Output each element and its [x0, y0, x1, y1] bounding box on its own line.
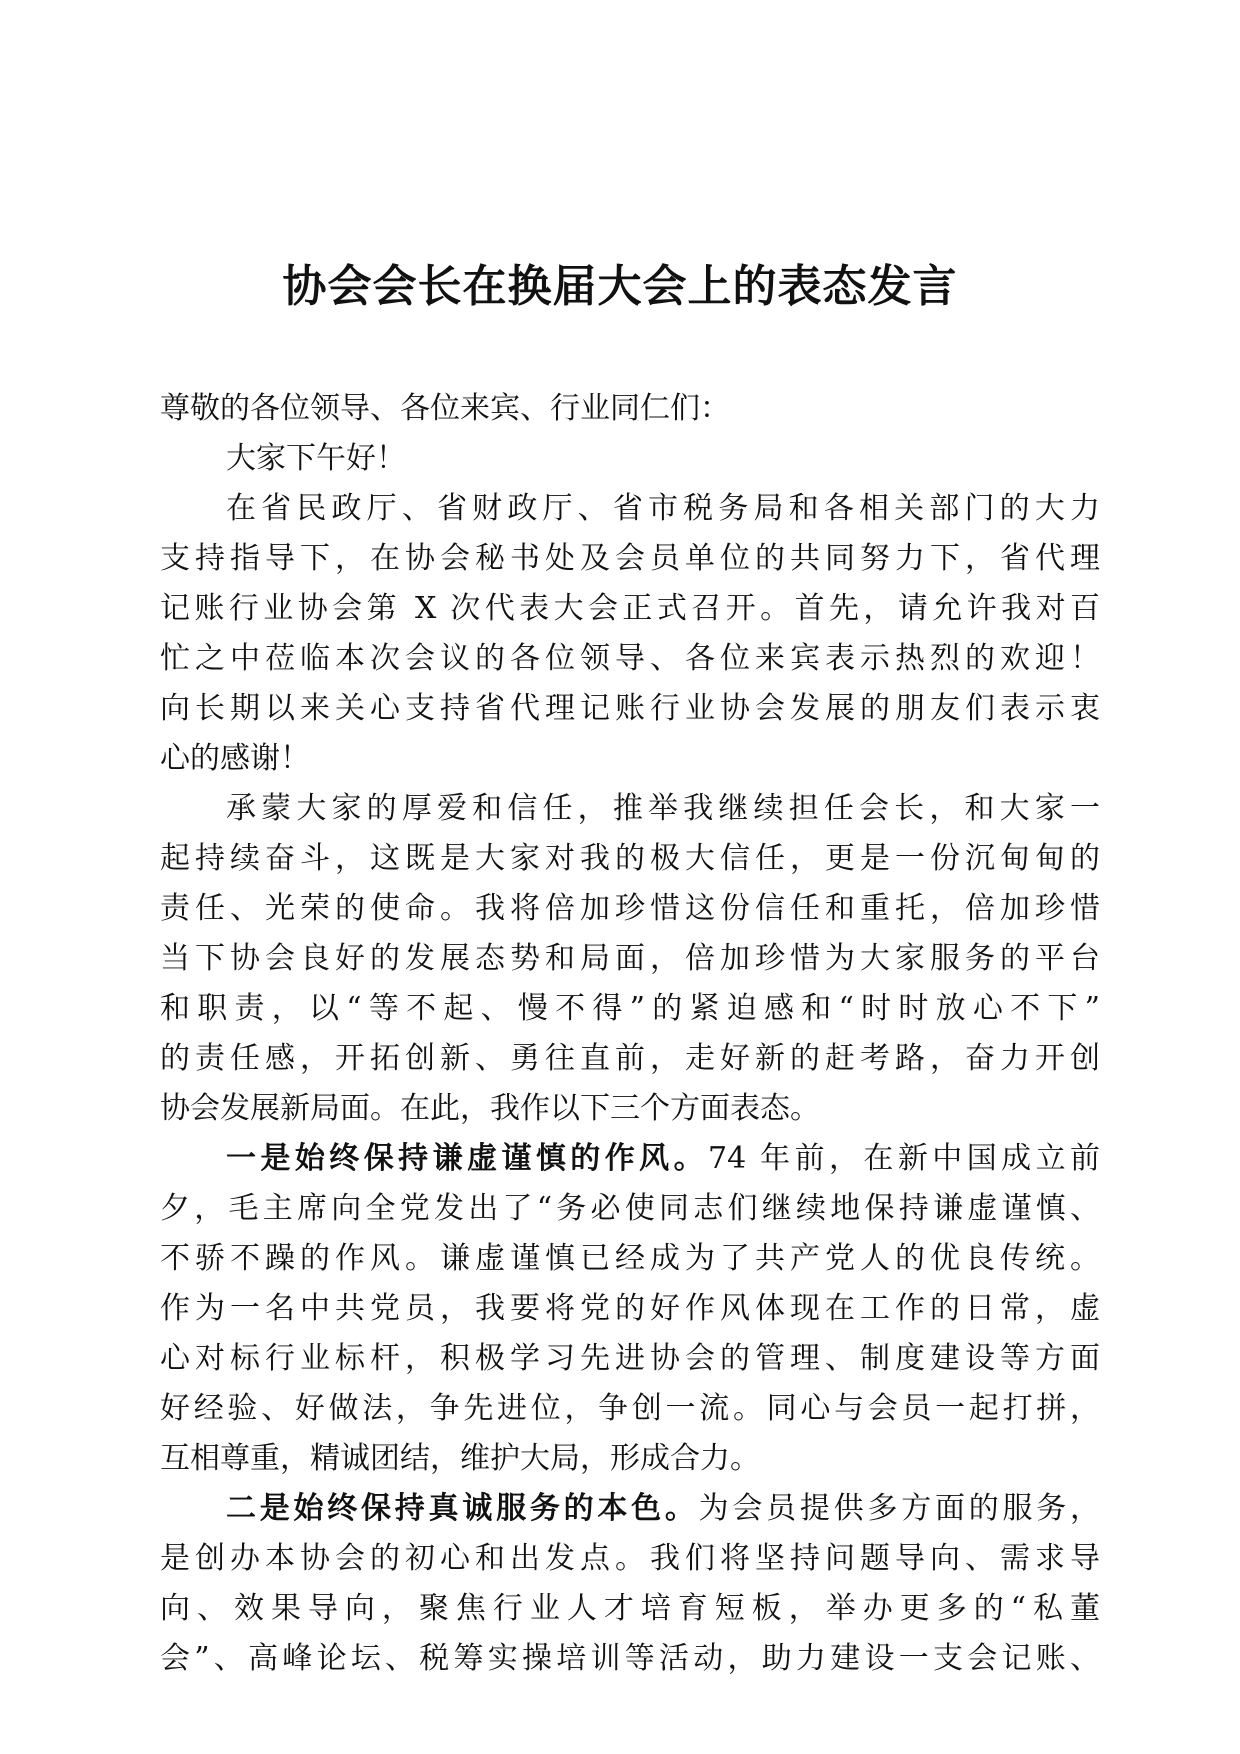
- paragraph-line-text: 74 年前，在新中国成立前: [708, 1141, 1100, 1176]
- paragraph-line: 心对标行业标杆，积极学习先进协会的管理、制度建设等方面: [160, 1341, 1100, 1376]
- paragraph-line-text: 为会员提供多方面的服务，: [698, 1491, 1101, 1526]
- greeting-line: 大家下午好！: [226, 441, 406, 476]
- section-heading-first: 一是始终保持谦虚谨慎的作风。: [226, 1141, 708, 1176]
- paragraph-line: 当下协会良好的发展态势和局面，倍加珍惜为大家服务的平台: [160, 941, 1100, 976]
- paragraph-line: 忙之中莅临本次会议的各位领导、各位来宾表示热烈的欢迎！: [160, 641, 1100, 676]
- paragraph-line-with-heading: [160, 1134, 1100, 1184]
- paragraph-line: 会”、高峰论坛、税筹实操培训等活动，助力建设一支会记账、: [160, 1641, 1100, 1676]
- paragraph-line: 协会发展新局面。在此，我作以下三个方面表态。: [160, 1091, 820, 1126]
- paragraph-line: 好经验、好做法，争先进位，争创一流。同心与会员一起打拼，: [160, 1391, 1100, 1426]
- paragraph-line: 向、效果导向，聚焦行业人才培育短板，举办更多的“私董: [160, 1591, 1100, 1626]
- salutation-line: 尊敬的各位领导、各位来宾、行业同仁们：: [160, 391, 730, 426]
- paragraph-line-with-heading: [160, 1484, 1100, 1534]
- paragraph-line: 夕，毛主席向全党发出了“务必使同志们继续地保持谦虚谨慎、: [160, 1191, 1100, 1226]
- paragraph-line: 责任、光荣的使命。我将倍加珍惜这份信任和重托，倍加珍惜: [160, 891, 1100, 926]
- paragraph-line: 在省民政厅、省财政厅、省市税务局和各相关部门的大力: [226, 491, 1100, 526]
- paragraph-line: 和职责，以“等不起、慢不得”的紧迫感和“时时放心不下”: [160, 991, 1100, 1026]
- paragraph-line: 向长期以来关心支持省代理记账行业协会发展的朋友们表示衷: [160, 691, 1100, 726]
- paragraph-line: 起持续奋斗，这既是大家对我的极大信任，更是一份沉甸甸的: [160, 841, 1100, 876]
- section-heading-second: 二是始终保持真诚服务的本色。: [226, 1491, 699, 1526]
- document-title: 协会会长在换届大会上的表态发言: [282, 261, 958, 312]
- paragraph-line: 支持指导下，在协会秘书处及会员单位的共同努力下，省代理: [160, 541, 1100, 576]
- paragraph-line: 承蒙大家的厚爱和信任，推举我继续担任会长，和大家一: [226, 791, 1100, 826]
- paragraph-line: 心的感谢！: [160, 741, 310, 776]
- paragraph-line: 是创办本协会的初心和出发点。我们将坚持问题导向、需求导: [160, 1541, 1100, 1576]
- paragraph-line: 互相尊重，精诚团结，维护大局，形成合力。: [160, 1441, 760, 1476]
- document-body: [160, 384, 1100, 1684]
- paragraph-line: 作为一名中共党员，我要将党的好作风体现在工作的日常，虚: [160, 1291, 1100, 1326]
- paragraph-line: 不骄不躁的作风。谦虚谨慎已经成为了共产党人的优良传统。: [160, 1241, 1100, 1276]
- paragraph-line: 的责任感，开拓创新、勇往直前，走好新的赶考路，奋力开创: [160, 1041, 1100, 1076]
- paragraph-line: 记账行业协会第 X 次代表大会正式召开。首先，请允许我对百: [160, 591, 1100, 626]
